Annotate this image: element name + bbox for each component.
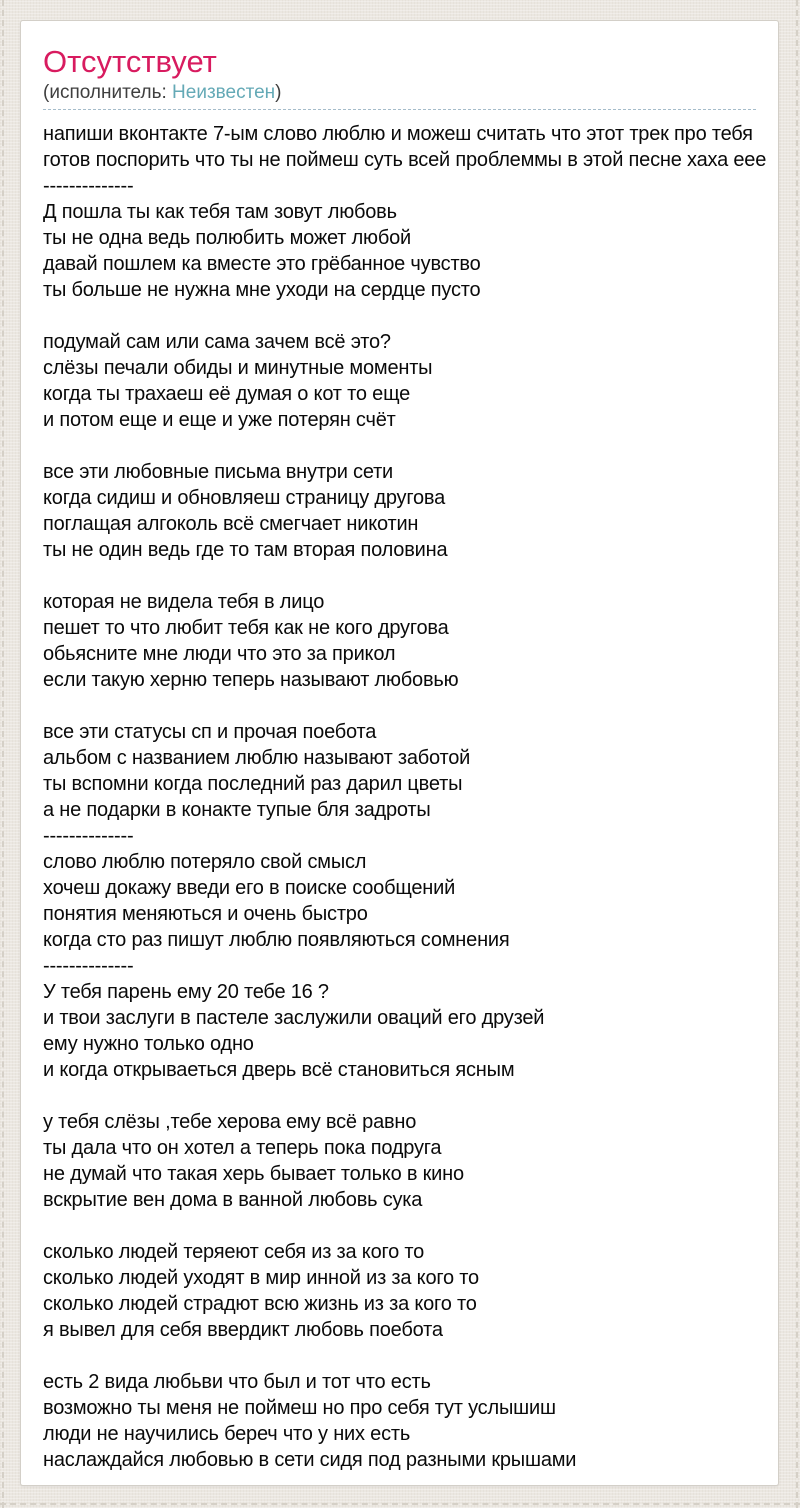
page-edge-dashed-bottom [0, 1503, 800, 1505]
lyric-line: возможно ты меня не поймеш но про себя тут услышиш [43, 1397, 556, 1419]
lyric-blank-line [43, 303, 774, 329]
lyric-line: обьясните мне люди что это за прикол [43, 643, 396, 665]
lyric-line: ты больше не нужна мне уходи на сердце пусто [43, 279, 481, 301]
lyric-line: вскрытие вен дома в ванной любовь сука [43, 1189, 423, 1211]
lyric-blank-line [43, 1083, 774, 1109]
lyric-line: -------------- [43, 175, 134, 197]
lyric-line: Д пошла ты как тебя там зовут любовь [43, 201, 397, 223]
lyric-line: все эти любовные письма внутри сети [43, 461, 394, 483]
lyric-line: ему нужно только одно [43, 1033, 254, 1055]
lyric-line: альбом с названием люблю называют заботой [43, 747, 471, 769]
lyric-line: понятия меняються и очень быстро [43, 903, 368, 925]
lyric-line: люди не научились береч что у них есть [43, 1423, 411, 1445]
lyric-line: когда сто раз пишут люблю появляються сомнения [43, 929, 510, 951]
lyric-line: напиши вконтакте 7-ым слово люблю и можеш считать что этот трек про тебя [43, 123, 753, 145]
lyric-line: все эти статусы сп и прочая поебота [43, 721, 377, 743]
lyric-line: -------------- [43, 955, 134, 977]
lyric-line: не думай что такая херь бывает только в кино [43, 1163, 464, 1185]
lyrics-text [43, 121, 774, 1473]
artist-line [43, 81, 774, 104]
page-title: Отсутствует [43, 44, 217, 79]
lyric-blank-line [43, 563, 774, 589]
lyric-line: если такую херню теперь называют любовью [43, 669, 459, 691]
lyric-line: я вывел для себя ввердикт любовь поебота [43, 1319, 443, 1341]
lyric-line: слово люблю потеряло свой смысл [43, 851, 367, 873]
lyric-line: -------------- [43, 825, 134, 847]
artist-label: (исполнитель: [43, 82, 173, 103]
lyric-line: ты не один ведь где то там вторая половина [43, 539, 448, 561]
lyric-line: давай пошлем ка вместе это грёбанное чувство [43, 253, 481, 275]
lyric-blank-line [43, 1343, 774, 1369]
page-edge-dashed-right [796, 0, 798, 1508]
lyrics-card [20, 20, 779, 1486]
lyric-line: готов поспорить что ты не поймеш суть всей проблеммы в этой песне хаха еее [43, 149, 767, 171]
lyric-line: у тебя слёзы ,тебе херова ему всё равно [43, 1111, 417, 1133]
lyric-line: слёзы печали обиды и минутные моменты [43, 357, 433, 379]
lyric-line: и когда открываеться дверь всё становиться ясным [43, 1059, 515, 1081]
lyric-line: подумай сам или сама зачем всё это? [43, 331, 391, 353]
lyric-line: ты дала что он хотел а теперь пока подруга [43, 1137, 442, 1159]
lyric-line: и твои заслуги в пастеле заслужили оваций его друзей [43, 1007, 545, 1029]
lyric-line: пешет то что любит тебя как не кого другова [43, 617, 449, 639]
lyric-blank-line [43, 1213, 774, 1239]
lyric-line: и потом еще и еще и уже потерян счёт [43, 409, 396, 431]
lyric-line: хочеш докажу введи его в поиске сообщений [43, 877, 456, 899]
page-edge-dashed-left [2, 0, 4, 1508]
lyric-line: сколько людей уходят в мир инной из за кого то [43, 1267, 479, 1289]
lyric-line: которая не видела тебя в лицо [43, 591, 325, 613]
lyric-line: ты вспомни когда последний раз дарил цветы [43, 773, 463, 795]
lyric-blank-line [43, 433, 774, 459]
lyric-line: сколько людей теряеют себя из за кого то [43, 1241, 425, 1263]
lyric-line: У тебя парень ему 20 тебе 16 ? [43, 981, 329, 1003]
lyric-line: поглащая алгоколь всё смегчает никотин [43, 513, 419, 535]
artist-suffix: ) [275, 82, 282, 103]
lyric-blank-line [43, 693, 774, 719]
lyric-line: а не подарки в конакте тупые бля задроты [43, 799, 431, 821]
lyric-line: есть 2 вида любьви что был и тот что есть [43, 1371, 431, 1393]
lyric-line: когда ты трахаеш её думая о кот то еще [43, 383, 411, 405]
lyric-line: когда сидиш и обновляеш страницу другова [43, 487, 446, 509]
lyric-line: ты не одна ведь полюбить может любой [43, 227, 411, 249]
lyric-line: наслаждайся любовью в сети сидя под разными крышами [43, 1449, 577, 1471]
lyric-line: сколько людей страдют всю жизнь из за кого то [43, 1293, 477, 1315]
header-separator [43, 109, 756, 110]
artist-link[interactable]: Неизвестен [172, 82, 276, 103]
